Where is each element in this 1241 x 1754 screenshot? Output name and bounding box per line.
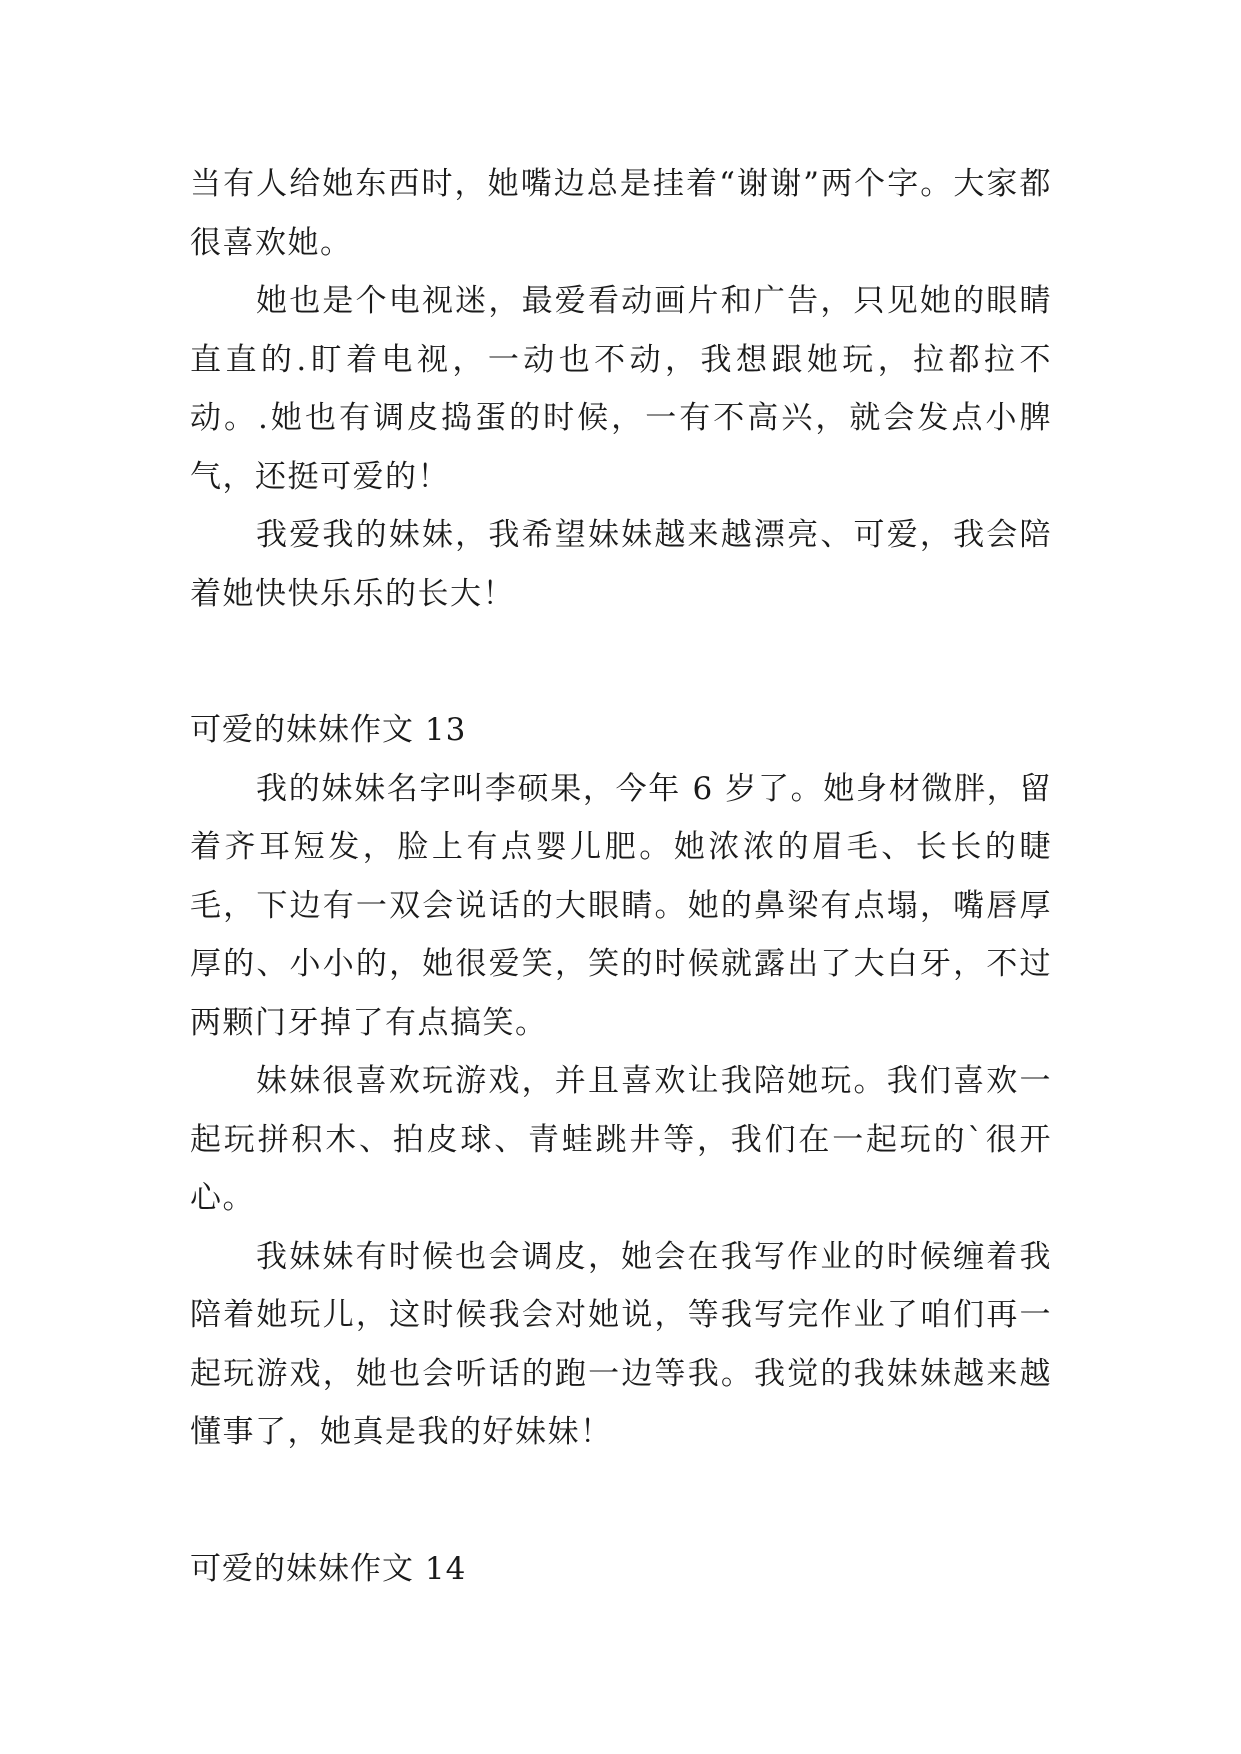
section-gap: [190, 623, 1052, 701]
section-gap: [190, 1462, 1052, 1540]
paragraph-4: 我的妹妹名字叫李硕果，今年 6 岁了。她身材微胖，留着齐耳短发，脸上有点婴儿肥。她浓浓的眉毛、长长的睫毛，下边有一双会说话的大眼睛。她的鼻梁有点塌，嘴唇厚厚的、小小的，她很爱笑，笑的时候就露出了大白牙，不过两颗门牙掉了有点搞笑。: [190, 770, 1052, 1041]
paragraph-3: 我爱我的妹妹，我希望妹妹越来越漂亮、可爱，我会陪着她快快乐乐的长大！: [190, 517, 1052, 612]
paragraph-1: 当有人给她东西时，她嘴边总是挂着“谢谢”两个字。大家都很喜欢她。: [190, 166, 1052, 261]
document-body: [190, 155, 1052, 1598]
paragraph-6: 我妹妹有时候也会调皮，她会在我写作业的时候缠着我陪着她玩儿，这时候我会对她说，等我写完作业了咱们再一起玩游戏，她也会听话的跑一边等我。我觉的我妹妹越来越懂事了，她真是我的好妹妹！: [190, 1238, 1052, 1450]
paragraph-2: 她也是个电视迷，最爱看动画片和广告，只见她的眼睛直直的.盯着电视，一动也不动，我想跟她玩，拉都拉不动。.她也有调皮捣蛋的时候，一有不高兴，就会发点小脾气，还挺可爱的！: [190, 283, 1052, 495]
section-heading-13: 可爱的妹妹作文 13: [190, 712, 467, 748]
paragraph-5: 妹妹很喜欢玩游戏，并且喜欢让我陪她玩。我们喜欢一起玩拼积木、拍皮球、青蛙跳井等，我们在一起玩的`很开心。: [190, 1063, 1052, 1216]
section-heading-14: 可爱的妹妹作文 14: [190, 1550, 467, 1587]
